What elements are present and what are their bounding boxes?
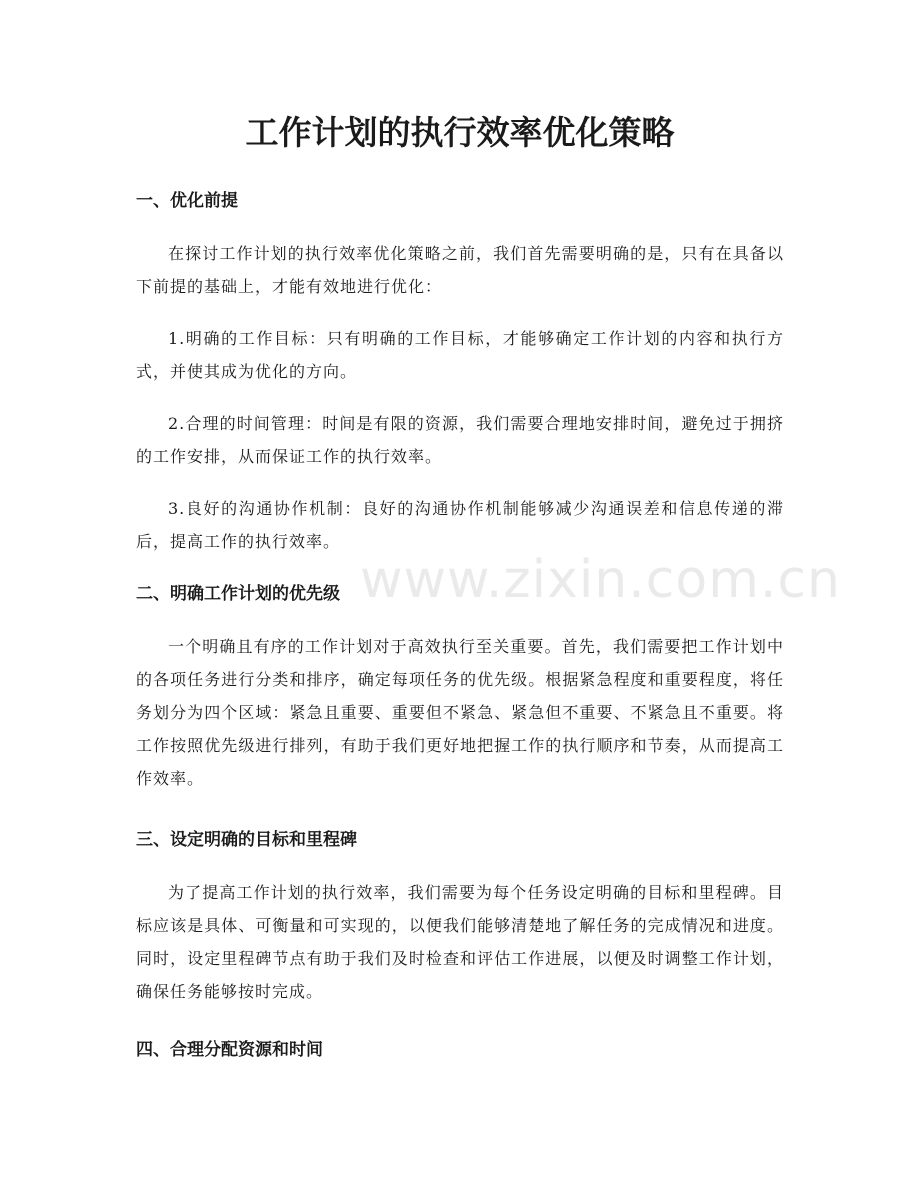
section-2-paragraph-1: 一个明确且有序的工作计划对于高效执行至关重要。首先，我们需要把工作计划中的各项任务进行分类和排序，确定每项任务的优先级。根据紧急程度和重要程度，将任务划分为四个区域：紧急且重要、重要但不紧急、紧急但不重要、不紧急且不重要。将工作按照优先级进行排列，有助于我们更好地把握工作的执行顺序和节奏，从而提高工作效率。 [136,637,784,788]
section-1-paragraph-2: 1.明确的工作目标：只有明确的工作目标，才能够确定工作计划的内容和执行方式，并使其成为优化的方向。 [136,329,784,381]
section-heading-4: 四、合理分配资源和时间 [136,1040,323,1060]
section-3-paragraph-1: 为了提高工作计划的执行效率，我们需要为每个任务设定明确的目标和里程碑。目标应该是具体、可衡量和可实现的，以便我们能够清楚地了解任务的完成情况和进度。同时，设定里程碑节点有助于我们及时检查和评估工作进展，以便及时调整工作计划，确保任务能够按时完成。 [136,883,784,1001]
document-title: 工作计划的执行效率优化策略 [245,113,675,152]
section-1-paragraph-3: 2.合理的时间管理：时间是有限的资源，我们需要合理地安排时间，避免过于拥挤的工作安排，从而保证工作的执行效率。 [136,414,784,466]
section-1-paragraph-1: 在探讨工作计划的执行效率优化策略之前，我们首先需要明确的是，只有在具备以下前提的基础上，才能有效地进行优化： [136,244,784,296]
section-heading-3: 三、设定明确的目标和里程碑 [136,830,357,850]
section-heading-1: 一、优化前提 [136,191,238,211]
watermark-text: www.zixin.com.cn [360,550,841,610]
section-1-paragraph-4: 3.良好的沟通协作机制：良好的沟通协作机制能够减少沟通误差和信息传递的滞后，提高工作的执行效率。 [136,499,784,551]
section-heading-2: 二、明确工作计划的优先级 [136,584,340,604]
